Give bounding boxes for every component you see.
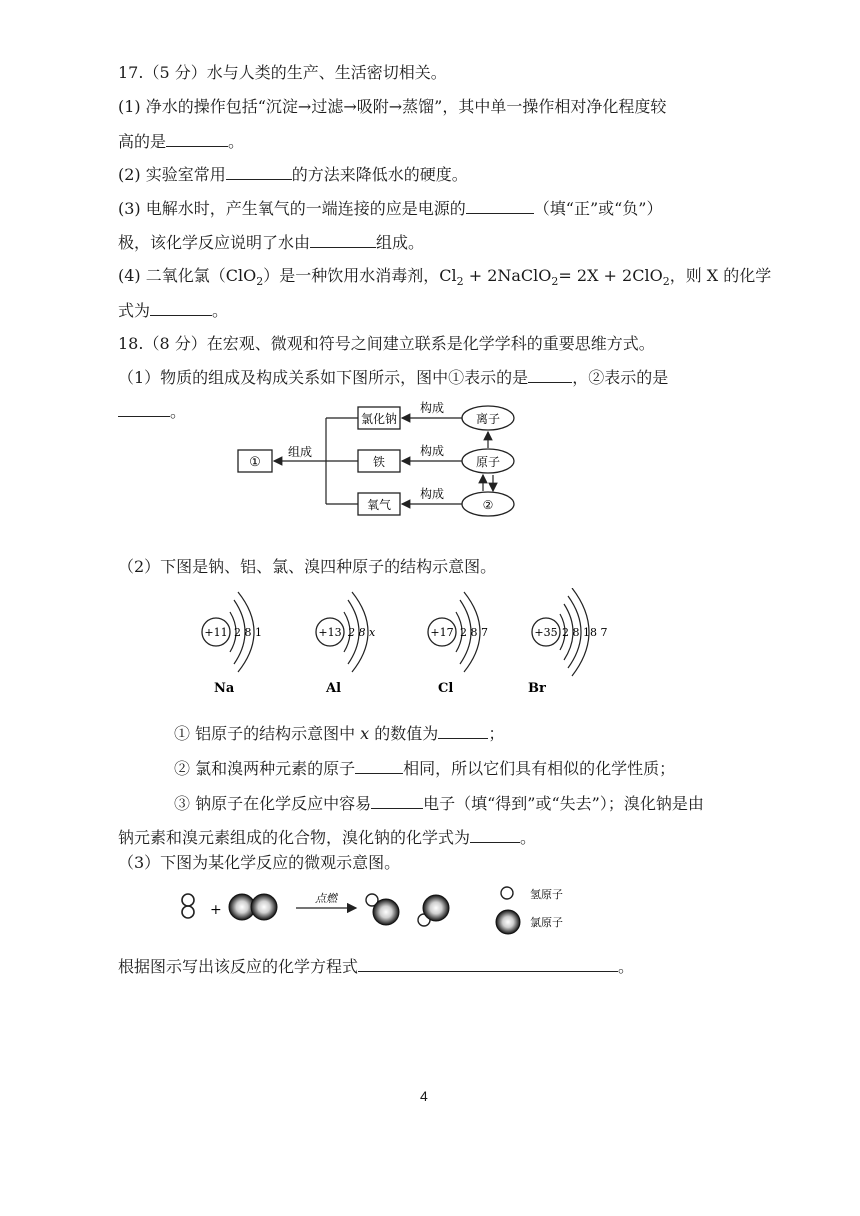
q17-part4: (4) 二氧化氯（ClO$_2$）是一种饮用水消毒剂，$Cl_2$ + 2NaClO$_2$= 2X + 2ClO$_2$，则 X 的化学: [118, 266, 772, 289]
constitute-label-1: 构成: [419, 401, 445, 415]
answer-blank[interactable]: [358, 955, 618, 972]
bromine-nucleus: +35: [534, 626, 558, 639]
sodium-shells: 2 8 1: [234, 626, 262, 639]
constitute-label-2: 构成: [419, 444, 445, 458]
sodium-nucleus: +11: [204, 626, 228, 639]
q17-title: 17.（5 分）水与人类的生产、生活密切相关。: [118, 63, 447, 82]
bromine-symbol: Br: [528, 681, 546, 696]
plus-sign: +: [210, 902, 222, 918]
bromine-shells: 2 8 18 7: [562, 626, 608, 639]
chlorine-atom: [428, 592, 488, 696]
q18-title: 18.（8 分）在宏观、微观和符号之间建立联系是化学学科的重要思维方式。: [118, 334, 655, 353]
reaction-diagram: [172, 882, 592, 942]
answer-blank[interactable]: [470, 826, 520, 843]
atomic-structures: [190, 588, 630, 700]
q17-part2: (2) 实验室常用 的方法来降低水的硬度。: [118, 165, 468, 184]
answer-blank[interactable]: [166, 130, 228, 147]
q18-part1-cont: 。: [118, 400, 186, 423]
aluminum-shells: 2 8 x: [348, 626, 376, 639]
hydrogen-molecule: [182, 894, 194, 918]
atom-label: 原子: [475, 455, 501, 469]
q18-sub1: ① 铝原子的结构示意图中 x 的数值为 ；: [174, 724, 505, 743]
answer-blank[interactable]: [371, 792, 423, 809]
page-number: 4: [420, 1088, 428, 1104]
hcl-molecule-2: [418, 895, 449, 926]
compose-label: 组成: [287, 445, 313, 459]
aluminum-atom: [316, 592, 376, 696]
bromine-atom: [528, 588, 607, 696]
answer-blank[interactable]: [226, 163, 292, 180]
q18-part4: 根据图示写出该反应的化学方程式 。: [118, 957, 635, 976]
aluminum-nucleus: +13: [318, 626, 342, 639]
q17-part1-cont: 高的是 。: [118, 132, 245, 151]
unknown-2-label: ②: [482, 498, 494, 512]
q18-part2: （2）下图是钠、铝、氯、溴四种原子的结构示意图。: [118, 557, 497, 576]
chlorine-molecule: [229, 894, 277, 920]
answer-blank[interactable]: [466, 197, 534, 214]
answer-blank[interactable]: [150, 299, 212, 316]
q18-sub3: ③ 钠原子在化学反应中容易 电子（填“得到”或“失去”）；溴化钠是由: [174, 794, 704, 813]
reaction-condition: 点燃: [315, 892, 337, 905]
q18-sub3-cont: 钠元素和溴元素组成的化合物，溴化钠的化学式为 。: [118, 828, 537, 847]
constitute-label-3: 构成: [419, 487, 445, 501]
hydrogen-legend-icon: [501, 887, 513, 899]
chlorine-symbol: Cl: [438, 681, 454, 696]
nacl-label: 氯化钠: [360, 412, 398, 426]
oxygen-label: 氧气: [366, 498, 392, 512]
ion-label: 离子: [475, 412, 501, 426]
q18-sub2: ② 氯和溴两种元素的原子 相同，所以它们具有相似的化学性质；: [174, 759, 676, 778]
answer-blank[interactable]: [118, 400, 170, 417]
composition-diagram: [230, 396, 530, 520]
legend: [496, 887, 563, 934]
q17-part4-cont: 式为 。: [118, 301, 229, 320]
chlorine-shells: 2 8 7: [460, 626, 488, 639]
hcl-molecule-1: [366, 894, 399, 925]
chlorine-nucleus: +17: [430, 626, 454, 639]
q17-part3-cont: 极，该化学反应说明了水由 组成。: [118, 233, 425, 252]
answer-blank[interactable]: [438, 722, 488, 739]
chlorine-legend-icon: [496, 910, 520, 934]
q18-part3: （3）下图为某化学反应的微观示意图。: [118, 853, 401, 872]
chlorine-legend-label: 氯原子: [530, 916, 563, 929]
sodium-atom: [202, 592, 262, 696]
sodium-symbol: Na: [214, 681, 235, 696]
unknown-1-label: ①: [249, 455, 261, 470]
q17-part3: (3) 电解水时，产生氧气的一端连接的应是电源的 （填“正”或“负”）: [118, 199, 663, 218]
q18-part1: （1）物质的组成及构成关系如下图所示，图中①表示的是 ，②表示的是: [118, 368, 669, 387]
answer-blank[interactable]: [528, 366, 572, 383]
q17-part1: (1) 净水的操作包括“沉淀→过滤→吸附→蒸馏”，其中单一操作相对净化程度较: [118, 97, 667, 116]
answer-blank[interactable]: [310, 231, 376, 248]
iron-label: 铁: [372, 455, 386, 469]
hydrogen-legend-label: 氢原子: [530, 888, 563, 901]
answer-blank[interactable]: [355, 757, 403, 774]
aluminum-symbol: Al: [326, 681, 342, 696]
